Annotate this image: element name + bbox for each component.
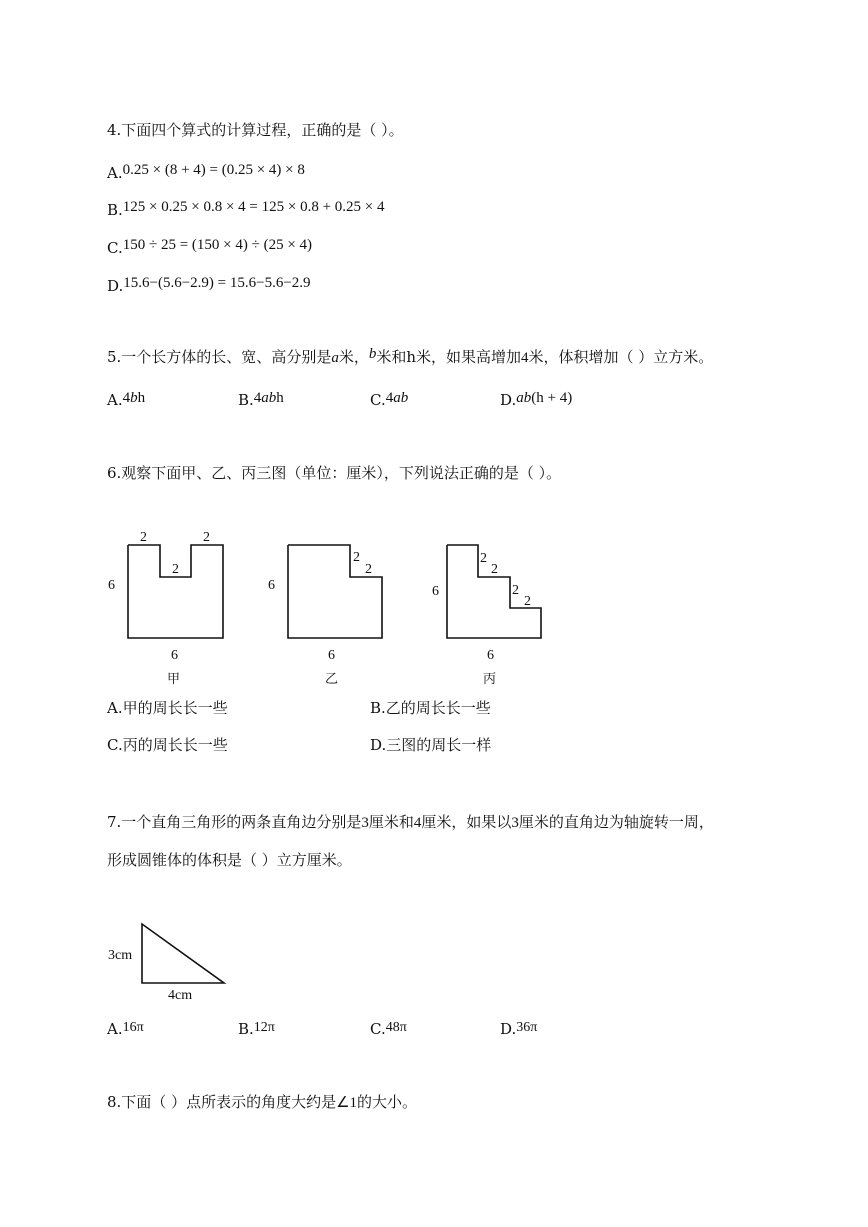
fig-bing-side-label: 6 [432,584,439,599]
q4-stem: 4.下面四个算式的计算过程，正确的是（ ）。 [107,121,404,139]
q5-option-d[interactable] [500,388,572,407]
fig-jia-top-right-label: 2 [203,530,210,545]
q6-stem: 6.观察下面甲、乙、丙三图（单位：厘米），下列说法正确的是（ ）。 [107,464,562,482]
q7-num-3: 3 [361,815,369,831]
q7-option-c-label: C. [370,1020,386,1038]
fig-jia-bottom-label: 6 [171,648,178,663]
q7-option-b-value: 12π [253,1020,275,1035]
q8-angle: ∠1 [336,1095,358,1111]
q4-option-d-label: D. [107,277,124,295]
q7-option-c-value: 48π [385,1020,407,1035]
q5-option-b-label: B. [238,391,254,409]
fig-bing-step2-v-label: 2 [512,583,519,598]
q7-stem-part1: 7.一个直角三角形的两条直角边分别是 [107,813,362,831]
fig-bing-name: 丙 [483,672,497,687]
q5-option-a-coef: 4 [122,390,131,406]
fig-bing-bottom-label: 6 [487,648,494,663]
q7-option-b[interactable] [238,1017,275,1037]
q8-stem-part2: 的大小。 [357,1093,418,1111]
q5-option-a-var: b [130,390,138,406]
q8-stem-part1: 8.下面（ ）点所表示的角度大约是 [107,1093,337,1111]
q6-option-d[interactable]: D.三图的周长一样 [370,736,492,754]
q5-option-b-coef: 4 [253,390,262,406]
q4-option-b[interactable] [107,197,385,219]
q7-option-a-value: 16π [122,1020,144,1035]
q7-num-4: 4 [413,815,422,831]
q5-option-a[interactable] [107,388,145,407]
q4-option-c[interactable] [107,235,313,257]
q7-stem-part4: 厘米的直角边为轴旋转一周， [518,813,714,831]
q7-stem-line1 [107,813,714,832]
q5-option-b[interactable] [238,388,284,407]
fig-bing-step1-h-label: 2 [491,562,498,577]
q5-option-d-expr: (h + 4) [531,390,573,406]
q7-stem-part2: 厘米和 [368,813,414,831]
q6-option-a[interactable]: A.甲的周长长一些 [107,699,228,717]
q5-stem [107,348,713,367]
q7-triangle-base-label: 4cm [168,988,193,1003]
fig-yi-name: 乙 [325,672,339,687]
q6-option-b[interactable]: B.乙的周长长一些 [370,699,491,717]
fig-jia-shape [128,545,223,638]
fig-yi-shape [288,545,382,638]
q7-triangle-shape [142,924,224,983]
q4-option-a[interactable] [107,160,305,182]
q5-stem-part3: 米和h米，如果高增加 [376,348,522,366]
q5-option-a-h: h [137,390,146,406]
q4-option-d-expr: 15.6−(5.6−2.9) = 15.6−5.6−2.9 [123,275,311,291]
q4-option-b-expr: 125 × 0.25 × 0.8 × 4 = 125 × 0.8 + 0.25 × 4 [122,199,385,215]
fig-bing-step1-v-label: 2 [480,551,487,566]
q5-option-c[interactable] [370,388,408,407]
fig-jia-name: 甲 [167,672,181,687]
fig-jia-notch-label: 2 [172,562,179,577]
q5-stem-part4: 米，体积增加（ ）立方米。 [528,348,714,366]
q5-var-a: a [331,350,339,366]
q7-option-a-label: A. [107,1020,123,1038]
q4-option-c-expr: 150 ÷ 25 = (150 × 4) ÷ (25 × 4) [122,237,313,253]
q5-option-d-var: ab [516,390,532,406]
q5-stem-part1: 5.一个长方体的长、宽、高分别是 [107,348,332,366]
fig-bing-shape [447,545,541,638]
q5-option-a-label: A. [107,391,123,409]
q7-option-d-value: 36π [516,1020,538,1035]
q4-option-d[interactable] [107,273,311,295]
q4-option-a-label: A. [107,164,123,182]
q5-stem-part2: 米， [338,348,369,366]
fig-jia-top-left-label: 2 [140,530,147,545]
fig-yi-bottom-label: 6 [328,648,335,663]
q8-stem [107,1093,417,1112]
q4-option-a-expr: 0.25 × (8 + 4) = (0.25 × 4) × 8 [122,162,305,178]
q7-stem-line2: 形成圆锥体的体积是（ ）立方厘米。 [107,851,352,869]
q6-option-c[interactable]: C.丙的周长长一些 [107,736,228,754]
q7-option-c[interactable] [370,1017,407,1037]
q5-var-b: b [368,346,377,362]
q7-num-3b: 3 [511,815,519,831]
fig-bing-step2-h-label: 2 [524,594,531,609]
q7-option-a[interactable] [107,1017,144,1037]
fig-yi-cut-v-label: 2 [353,550,360,565]
q7-stem-part3: 厘米，如果以 [421,813,512,831]
q5-option-c-var: ab [393,390,409,406]
q4-option-c-label: C. [107,239,123,257]
q5-option-b-var: ab [261,390,277,406]
fig-jia-side-label: 6 [108,578,115,593]
q7-option-d[interactable] [500,1017,537,1037]
q7-option-d-label: D. [500,1020,517,1038]
fig-yi-cut-h-label: 2 [365,562,372,577]
q5-option-b-h: h [276,390,284,406]
q7-triangle-height-label: 3cm [108,948,133,963]
q5-option-d-label: D. [500,391,517,409]
q5-option-c-coef: 4 [385,390,394,406]
q4-option-b-label: B. [107,201,123,219]
q5-num-4: 4 [521,350,529,366]
q5-option-c-label: C. [370,391,386,409]
q7-option-b-label: B. [238,1020,254,1038]
fig-yi-side-label: 6 [268,578,275,593]
